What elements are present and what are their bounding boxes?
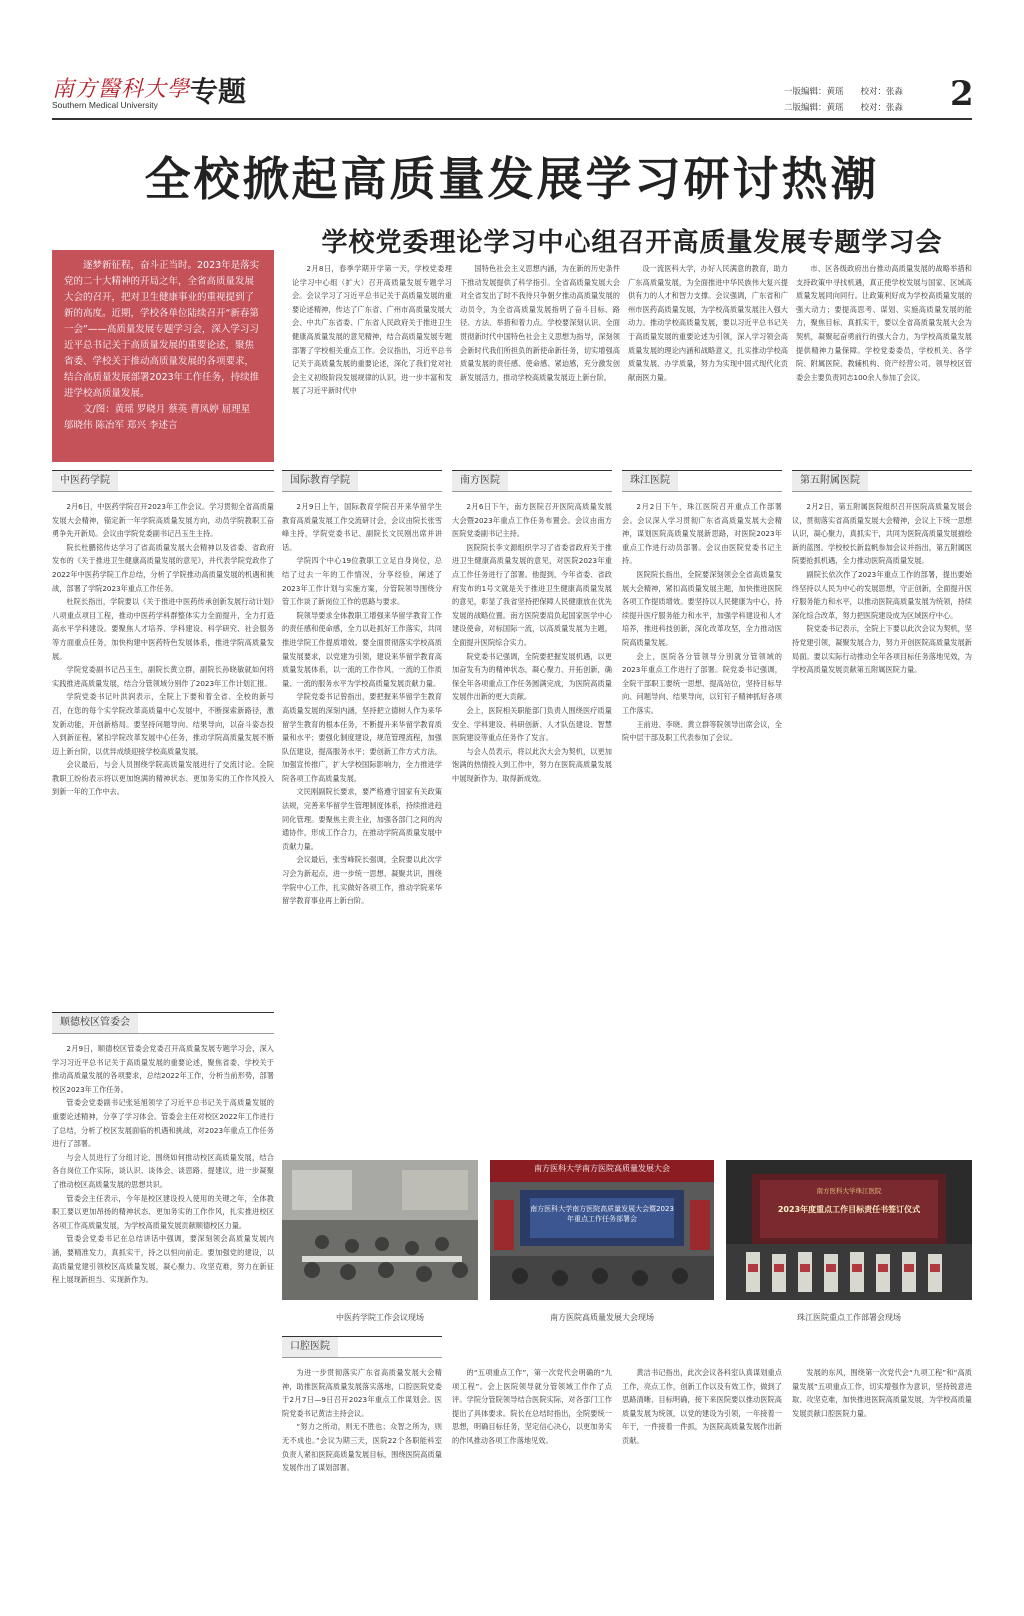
section-body-zhujiang (622, 500, 782, 1122)
paragraph: 与会人员表示，将以此次大会为契机，以更加饱满的热情投入到工作中，努力在医院高质量发展中展现新作为、取得新成效。 (452, 746, 612, 783)
photo-banner-text: 南方医科大学南方医院高质量发展大会 (534, 1164, 670, 1173)
section-body-stomatology-4 (792, 1366, 972, 1596)
top-article-column (292, 262, 452, 452)
intro-authors: 文/图：黄瑶 罗晓月 蔡英 曹凤婷 屈理星 邬晓伟 陈冶军 郑兴 李述言 (64, 404, 251, 431)
editor-credits (784, 84, 903, 116)
top-article-text: 国特色社会主义思想内涵，为在新的历史条件下推动发展提供了科学指引。全省高质量发展大会对全省发出了时不我待只争朝夕推动高质量发展的动员令，为全省高质量发展指明了奋斗目标、路径、方法、举措和着力点。学校要深刻认识、全面贯彻新时代中国特色社会主义思想为指导，深刻领会新时代我们所担负的新使命新任务，切实增强高质量发展的责任感、使命感、紧迫感，充分激发创新发展活力，推动学校高质量发展迈上新台阶。 (460, 264, 620, 382)
photo-screen-text: 南方医科大学南方医院高质量发展大会暨2023年重点工作任务部署会 (530, 1205, 674, 1223)
editor-line-2: 二版编辑：黄瑶 校对：张淼 (784, 103, 904, 113)
section-title: 专题 (190, 75, 247, 108)
paragraph: 为进一步贯彻落实广东省高质量发展大会精神，助推医院高质量发展落实落地，口腔医院党委于2月7日—9日召开2023年重点工作谋划会。医院党委书记黄洁主持会议。 (282, 1368, 442, 1418)
paragraph: 会上，医院相关职能部门负责人围绕医疗质量安全、学科建设、科研创新、人才队伍建设、智慧医院建设等重点任务作了发言。 (452, 705, 612, 743)
section-title-tcm: 中医药学院 (52, 471, 118, 491)
paragraph: 院党委书记表示，全院上下要以此次会议为契机，坚持党建引领，凝聚发展合力，努力开创医院高质量发展新局面。要以实际行动推动全年各项目标任务落地见效，为学校高质量发展贡献第五附属医院力量。 (792, 624, 972, 675)
paragraph: 院党委书记强调，全院要把握发展机遇，以更加奋发有为的精神状态，凝心聚力、开拓创新，确保全年各项重点工作任务圆满完成，为医院高质量发展作出新的更大贡献。 (452, 651, 612, 702)
photo-nanfang-conference (490, 1160, 714, 1300)
caption-zhujiang: 珠江医院重点工作部署会现场 (797, 1313, 901, 1322)
section-title-zhujiang: 珠江医院 (622, 471, 678, 491)
section-body-stomatology-1 (282, 1366, 442, 1596)
top-article-text: 设一流医科大学，办好人民满意的教育，助力广东高质量发展，为全面推进中华民族伟大复兴提供有力的人才和智力支撑。会议强调，广东省和广州市医药高质量发展，为学校高质量发展注入强大动力。推动学校高质量发展，要以习近平总书记关于高质量发展的重要论述为引领，深入学习领会高质量发展的理论内涵和战略意义，扎实推动学校高质量发展、办学质量，努力为实现中国式现代化贡献南医力量。 (628, 264, 788, 382)
top-article-text: 2月8日，春季学期开学第一天，学校党委理论学习中心组（扩大）召开高质量发展专题学习会。会议学习了习近平总书记关于高质量发展的重要论述精神，传达了广东省、广州市高质量发展大会、中共广东省委、广东省人民政府关于推进卫生健康高质量发展的意见精神，结合高质量发展专题部署了学校相关重点工作。会议指出，习近平总书记关于高质量发展的重要论述，深化了我们党对社会主义初级阶段发展规律的认识，进一步丰富和发展了习近平新时代中 (292, 264, 452, 396)
paragraph: 2月9日上午，国际教育学院召开来华留学生教育高质量发展工作交流研讨会，会议由院长张雪峰主持，学院党委书记、副院长文民刚出席并讲话。 (282, 502, 442, 552)
paragraph: 学院四个中心19位教职工立足自身岗位，总结了过去一年的工作情况，分享经验，阐述了2023年工作计划与实施方案，分管院领导围绕分管工作谈了新岗位工作的思路与要求。 (282, 556, 442, 607)
section-body-fifth (792, 500, 972, 1122)
top-article-text: 市、区各级政府出台推动高质量发展的战略举措和支持政策中寻找机遇，真正使学校发展与国家、区域高质量发展同向同行。让政策利好成为学校高质量发展的强大动力；要提高思考、谋划、实施高质量发展的能力，聚焦目标、真抓实干，要以全省高质量发展大会为契机，凝聚起奋勇前行的强大合力，为学校高质量发展提供精神力量保障。学校党委委员，学校机关、各学院、附属医院、教辅机构、资产经营公司、领导校区管委会主要负责同志100余人参加了会议。 (796, 264, 972, 382)
paragraph: 医院院长指出，全院要深刻领会全省高质量发展大会精神，紧扣高质量发展主题，加快推进医院各项工作提质增效。要坚持以人民健康为中心，持续提升医疗服务能力和水平，加强学科建设和人才培养，推进科技创新，深化改革攻坚，全力推动医院高质量发展。 (622, 569, 782, 647)
sub-headline: 学校党委理论学习中心组召开高质量发展专题学习会 (321, 228, 943, 258)
photo-tcm-meeting-image (282, 1160, 478, 1300)
page-number: 2 (950, 74, 974, 114)
section-body-tcm (52, 500, 274, 1000)
paragraph: 院领导要求全体教职工增强来华留学教育工作的责任感和使命感，全力以赴抓好工作落实，共同推进学院工作提质增效。要全面贯彻落实学校高质量发展要求，以党建为引领，建设来华留学教育高质量发展体系，以一流的工作作风、一流的工作质量、一流的服务水平为学校高质量发展贡献力量。 (282, 610, 442, 688)
section-header-fifth (792, 470, 972, 492)
paragraph: 管委会党委副书记张延旭领学了习近平总书记关于高质量发展的重要论述精神，分享了学习体会。管委会主任对校区2022年工作进行了总结，分析了校区发展面临的机遇和挑战，对2023年重点工作任务进行了部署。 (52, 1098, 274, 1149)
photo-nanfang-image (490, 1160, 714, 1300)
paragraph: 2月2日，第五附属医院组织召开医院高质量发展会议，贯彻落实省高质量发展大会精神，会议上下统一思想认识，凝心聚力，真抓实干，共同为医院高质量发展描绘新的蓝图。学校校长新监帆参加会议并指出，第五附属医院要抢抓机遇，全力推动医院高质量发展。 (792, 502, 972, 566)
paragraph: 王前进、李晓、黄立群等院领导出席会议，全院中层干部及职工代表参加了会议。 (622, 719, 782, 743)
photo-org-text: 南方医科大学珠江医院 (816, 1187, 882, 1195)
section-header-stomatology (282, 1336, 442, 1358)
section-header-shunde (52, 1012, 274, 1034)
paragraph: 管委会主任表示，今年是校区建设投入使用的关键之年，全体教职工要以更加昂扬的精神状态、更加务实的工作作风，扎实推进校区各项工作高质量发展，为学校高质量发展贡献顺德校区力量。 (52, 1193, 274, 1230)
section-header-tcm (52, 470, 274, 492)
paragraph: 与会人员进行了分组讨论，围绕如何推动校区高质量发展，结合各自岗位工作实际，谈认识、谈体会、谈思路、提建议，进一步凝聚了推动校区高质量发展的思想共识。 (52, 1152, 274, 1189)
paragraph: 管委会党委书记在总结讲话中强调，要深刻领会高质量发展内涵，要精准发力，真抓实干，持之以恒向前走。要加强党的建设，以高质量党建引领校区高质量发展，凝心聚力、攻坚克难，努力在新征程上展现新担当、实现新作为。 (52, 1234, 274, 1285)
top-article-column (796, 262, 972, 452)
paragraph: 学院党委书记曾指出，要把握来华留学生教育高质量发展的深刻内涵，坚持把立德树人作为来华留学生教育的根本任务，不断提升来华留学教育质量和水平；要强化制度建设，规范管理流程，加强队伍建设，提高服务水平；要创新工作方式方法，加强宣传推广，扩大学校国际影响力，全力推进学院各项工作高质量发展。 (282, 692, 442, 783)
paragraph: 副院长依次作了2023年重点工作的部署，提出要始终坚持以人民为中心的发展思想，守正创新，全面提升医疗服务能力和水平，以推动医院高质量发展为统领，持续深化综合改革，努力把医院建设成为区域医疗中心。 (792, 569, 972, 620)
university-logo-english: Southern Medical University (52, 100, 158, 110)
masthead (52, 70, 972, 122)
paragraph: 院长杜鹏铭传达学习了省高质量发展大会精神以及省委、省政府发布的《关于推进卫生健康高质量发展的意见》，并代表学院党政作了2022年中医药学院工作总结，分析了学院推动高质量发展的机遇和挑战，部署了学院2023年重点工作任务。 (52, 542, 274, 593)
paragraph: 2月2日下午，珠江医院召开重点工作部署会。会议深入学习贯彻广东省高质量发展大会精神，谋划医院高质量发展新思路，对医院2023年重点工作进行动员部署。会议由医院党委书记主持。 (622, 502, 782, 566)
section-title-fifth: 第五附属医院 (792, 471, 868, 491)
paragraph: 的“五项重点工作”，第一次党代会明确的“九项工程”。会上医院领导就分管领域工作作了点评。学院分管院领导结合医院实际，对各部门工作提出了具体要求。院长在总结时指出，全院要统一思想，明确目标任务，坚定信心决心，以更加务实的作风推动各项工作落地见效。 (452, 1368, 612, 1445)
paragraph: 会议最后，张雪峰院长强调，全院要以此次学习会为新起点，进一步统一思想、凝聚共识，围绕学院中心工作，扎实做好各项工作，推动学院来华留学教育事业再上新台阶。 (282, 855, 442, 906)
paragraph: 发展的东风，围绕第一次党代会“九项工程”和“高质量发展”五项重点工作，切实增强作为意识，坚持锐意进取、攻坚克难，加快推进医院高质量发展，为学校高质量发展贡献口腔医院力量。 (792, 1368, 972, 1418)
paragraph: 2月6日下午，南方医院召开医院高质量发展大会暨2023年重点工作任务布置会。会议由南方医院党委副书记主持。 (452, 502, 612, 539)
section-title-stomatology: 口腔医院 (282, 1337, 338, 1357)
section-body-stomatology-2 (452, 1366, 612, 1596)
paragraph: 黄洁书记指出，此次会议各科室认真谋划重点工作，亮点工作，创新工作以及有效工作，做到了思路清晰、目标明确，接下来医院要以推动医院高质量发展为统领，以党的建设为引领，一年接着一年干，一件接着一件抓，为医院高质量发展作出新贡献。 (622, 1368, 782, 1445)
editor-line-1: 一版编辑：黄瑶 校对：张淼 (784, 87, 904, 97)
intro-box (52, 250, 274, 462)
university-logo: 南方醫科大學 (52, 77, 191, 102)
intro-text: 逐梦新征程，奋斗正当时。2023年是落实党的二十大精神的开局之年，全省高质量发展大会的召开，把对卫生健康事业的重视提到了新的高度。近期，学校各单位陆续召开“新春第一会”——高质量发展专题学习会，深入学习习近平总书记关于高质量发展的重要论述，聚焦省委、学校关于推动高质量发展的各项要求，结合高质量发展部署2023年工作任务，持续推进学校高质量发展。 (64, 260, 260, 399)
paragraph: 医院院长李文源组织学习了省委省政府关于推进卫生健康高质量发展的意见，对医院2023年重点工作任务进行了部署。他提到，今年省委、省政府发布的1号文就是关于推进卫生健康高质量发展的意见，彰显了我省坚持把保障人民健康放在优先发展的战略位置。南方医院要肩负起国家医学中心建设使命，对标国际一流，以高质量发展为主题，全面提升医院综合实力。 (452, 542, 612, 647)
top-article-column (460, 262, 620, 452)
photo-ceremony-text: 2023年度重点工作目标责任书签订仪式 (777, 1205, 921, 1214)
section-title-intl: 国际教育学院 (282, 471, 358, 491)
photo-zhujiang-image (726, 1160, 972, 1300)
section-body-nanfang (452, 500, 612, 1122)
paragraph: 会上，医院各分管领导分别就分管领域的2023年重点工作进行了部署。院党委书记强调，全院干部职工要统一思想、提高站位，坚持目标导向、问题导向、结果导向，以钉钉子精神抓好各项工作落实。 (622, 651, 782, 715)
photo-tcm-meeting (282, 1160, 478, 1300)
paragraph: 学院党委书记叶洪润表示，全院上下要和着全省、全校的新号召，在您的每个实学院改革高质量中心发展中，不断探索新路径，激发新动能，开创新格局。要坚持问题导向、结果导向，以奋斗姿态投入到新征程，紧扣学院改革发展中心任务，推动学院高质量发展不断迈上新台阶，以优异成绩迎接学校高质量发展。 (52, 692, 274, 756)
paragraph: 2月6日，中医药学院召开2023年工作会议。学习贯彻全省高质量发展大会精神，锚定新一年学院高质量发展方向，动员学院教职工奋勇争先开新局。会议由学院党委副书记吕玉生主持。 (52, 502, 274, 539)
section-body-stomatology-3 (622, 1366, 782, 1596)
section-header-zhujiang (622, 470, 782, 492)
paragraph: “努力之所动，则无不胜也；众智之所为，则无不成也。”会议为期三天，医院22个各职能科室负责人紧扣医院高质量发展目标，围绕医院高质量发展作出了谋划部署。 (282, 1422, 442, 1473)
paragraph: 2月9日，顺德校区管委会党委召开高质量发展专题学习会，深入学习习近平总书记关于高质量发展的重要论述，聚焦省委、学校关于推动高质量发展的各项要求，总结2022年工作，分析当前形势，部署校区2023年工作任务。 (52, 1044, 274, 1094)
paragraph: 学院党委副书记吕玉生，副院长黄立群，副院长孙晓敏就如何将实践推进高质量发展，结合分管领域分别作了2023年工作计划汇报。 (52, 665, 274, 688)
masthead-divider (52, 118, 972, 120)
top-article-column (628, 262, 788, 452)
section-body-intl (282, 500, 442, 1122)
section-header-nanfang (452, 470, 612, 492)
paragraph: 杜院长指出，学院要以《关于推进中医药传承创新发展行动计划》八项重点项目工程，推动中医药学科群整体实力全面提升，全力打造高水平学科建设。要聚焦人才培养、学科建设、科学研究、社会服务等方面重点任务，加快构建中医药特色发展体系，推进学院高质量发展。 (52, 597, 274, 661)
section-title-shunde: 顺德校区管委会 (52, 1013, 138, 1033)
section-header-intl (282, 470, 442, 492)
section-body-shunde (52, 1042, 274, 1542)
paragraph: 会议最后，与会人员围绕学院高质量发展进行了交流讨论。全院教职工纷纷表示将以更加饱满的精神状态、更加务实的工作作风投入到新一年的工作中去。 (52, 760, 274, 797)
photo-zhujiang-meeting (726, 1160, 972, 1300)
caption-nanfang: 南方医院高质量发展大会现场 (550, 1313, 654, 1322)
section-title-nanfang: 南方医院 (452, 471, 508, 491)
paragraph: 文民刚副院长要求，要严格遵守国家有关政策法规，完善来华留学生管理制度体系，持续推进趋同化管理。要聚焦主责主业，加强各部门之间的沟通协作，形成工作合力，在推动学院高质量发展中贡献力量。 (282, 787, 442, 851)
main-headline: 全校掀起高质量发展学习研讨热潮 (144, 152, 880, 206)
caption-tcm: 中医药学院工作会议现场 (336, 1313, 424, 1322)
